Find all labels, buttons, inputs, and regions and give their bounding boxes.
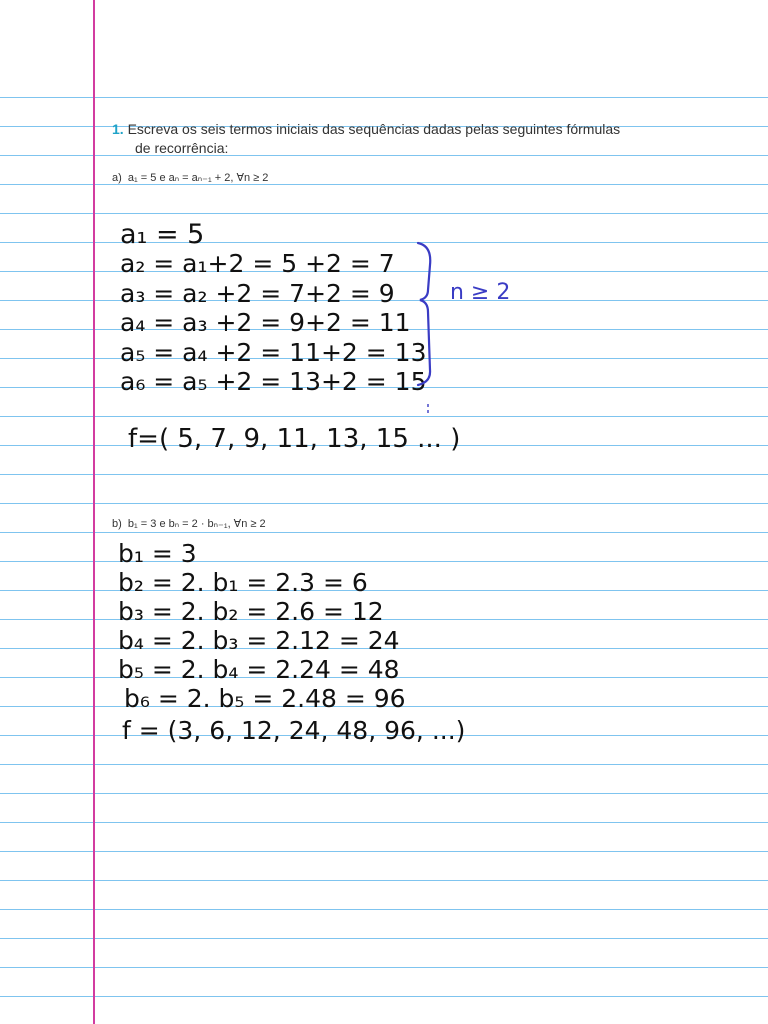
part-b-line-5: b₅ = 2. b₄ = 2.24 = 48 [118, 655, 400, 684]
part-a-formula: a₁ = 5 e aₙ = aₙ₋₁ + 2, ∀n ≥ 2 [127, 172, 269, 184]
part-a-label: a) [112, 172, 122, 184]
exercise-text-line2: de recorrência: [135, 140, 229, 156]
part-b-header [112, 517, 266, 530]
part-b-result: f = (3, 6, 12, 24, 48, 96, ...) [122, 716, 466, 745]
exercise-number: 1. [112, 121, 124, 137]
part-b-line-3: b₃ = 2. b₂ = 2.6 = 12 [118, 597, 384, 626]
brace-note: n ≥ 2 [450, 280, 511, 305]
part-a-line-3: a₃ = a₂ +2 = 7+2 = 9 [120, 279, 395, 308]
part-a-line-6: a₆ = a₅ +2 = 13+2 = 15 [120, 367, 427, 396]
part-b-line-1: b₁ = 3 [118, 539, 197, 568]
part-b-line-2: b₂ = 2. b₁ = 2.3 = 6 [118, 568, 368, 597]
part-b-line-6: b₆ = 2. b₅ = 2.48 = 96 [124, 684, 406, 713]
part-a-line-2: a₂ = a₁+2 = 5 +2 = 7 [120, 249, 395, 278]
part-a-result: f=( 5, 7, 9, 11, 13, 15 ... ) [128, 424, 461, 454]
exercise-text-line1: Escreva os seis termos iniciais das sequências dadas pelas seguintes fórmulas [127, 121, 621, 137]
part-b-label: b) [112, 518, 122, 530]
part-a-line-5: a₅ = a₄ +2 = 11+2 = 13 [120, 338, 427, 367]
part-a-line-1: a₁ = 5 [120, 219, 205, 250]
part-b-formula: b₁ = 3 e bₙ = 2 · bₙ₋₁, ∀n ≥ 2 [127, 518, 266, 530]
part-b-line-4: b₄ = 2. b₃ = 2.12 = 24 [118, 626, 400, 655]
part-a-line-4: a₄ = a₃ +2 = 9+2 = 11 [120, 308, 411, 337]
